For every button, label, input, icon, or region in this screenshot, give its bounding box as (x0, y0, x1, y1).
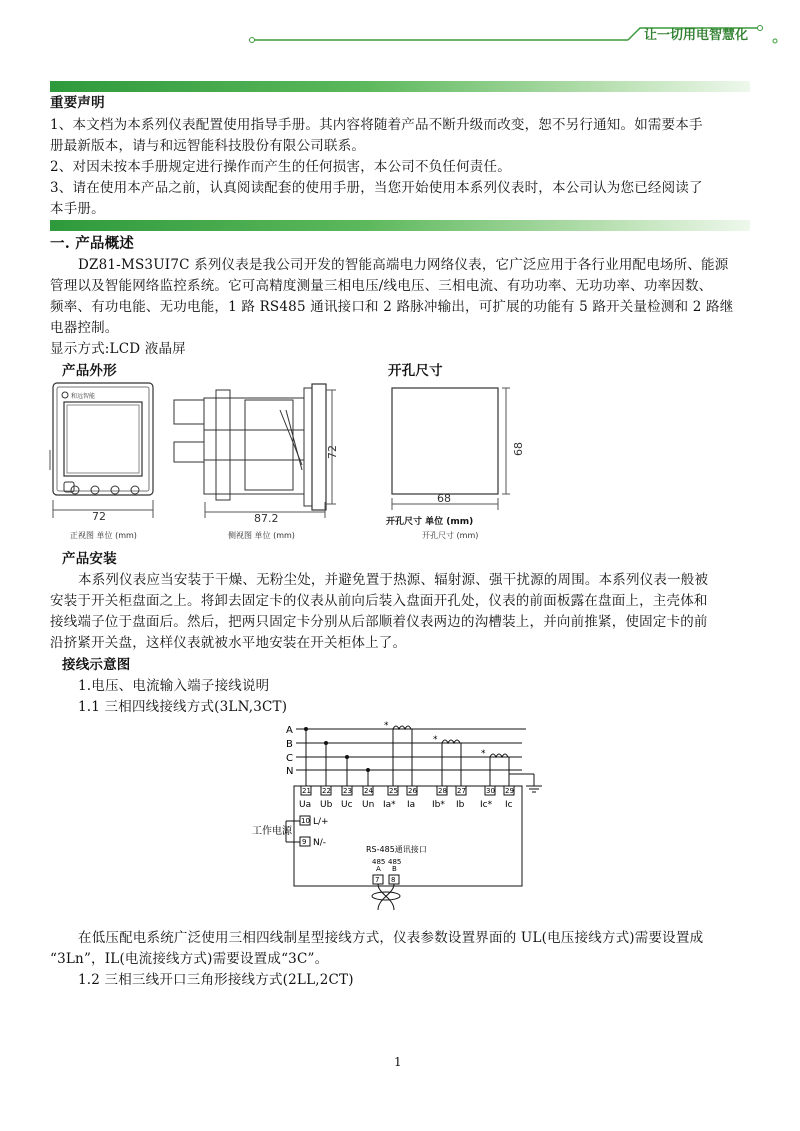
phase-label-n: N (286, 766, 294, 777)
rs485-a-label: 485 (372, 858, 386, 866)
rs485-b-label: 485 (388, 858, 402, 866)
terminal-num: 27 (457, 787, 466, 795)
overview-para-4: 电器控制。 (50, 320, 119, 336)
terminal-label: Ib* (432, 800, 445, 810)
overview-heading: 一. 产品概述 (50, 235, 134, 252)
side-caption: 侧视图 单位 (mm) (228, 531, 295, 540)
terminal-label: Ia* (383, 800, 396, 810)
install-title: 产品安装 (62, 551, 117, 567)
terminal-num: 29 (505, 787, 514, 795)
notice-line-2: 2、对因未按本手册规定进行操作而产生的任何损害，本公司不负任何责任。 (50, 159, 511, 175)
overview-para-2: 管理以及智能网络监控系统。它可高精度测量三相电压/线电压、三相电流、有功功率、无功功率、功率因数、 (50, 278, 713, 294)
terminal-num: 25 (389, 787, 398, 795)
cutout-height-dim: 68 (512, 442, 525, 456)
power-label: 工作电源 (252, 826, 292, 837)
wiring-diagram (250, 718, 560, 918)
notice-line-1a: 1、本文档为本系列仪表配置使用指导手册。其内容将随着产品不断升级而改变，恕不另行通知。如需要本手 (50, 117, 703, 133)
cutout-width-dim: 68 (437, 492, 451, 505)
terminal-label: Ic (505, 800, 513, 810)
overview-para-1: DZ81-MS3UI7C 系列仪表是我公司开发的智能高端电力网络仪表，它广泛应用于各行业用配电场所、能源 (78, 257, 729, 273)
terminal-num: 26 (408, 787, 417, 795)
terminal-label: Un (362, 800, 375, 810)
wiring-sub-1-2: 1.2 三相三线开口三角形接线方式(2LL,2CT) (78, 972, 354, 988)
terminal-label: Ua (299, 800, 312, 810)
brand-name: 和远智能 (71, 393, 96, 400)
rs485-title: RS-485通讯接口 (366, 845, 427, 854)
terminal-label: Ic* (480, 800, 493, 810)
product-figures (40, 380, 540, 545)
wiring-para-1: 在低压配电系统广泛使用三相四线制星型接线方式，仪表参数设置界面的 UL(电压接线方式)需要设置成 (78, 930, 704, 946)
header-decoration (0, 0, 800, 60)
terminal-num: 28 (438, 787, 447, 795)
power-term-label: L/+ (313, 817, 329, 827)
front-width-dim: 72 (92, 510, 106, 523)
wiring-title: 接线示意图 (62, 657, 131, 673)
cutout-bold-caption: 开孔尺寸 单位 (mm) (386, 517, 474, 527)
terminal-label: Ia (407, 800, 416, 810)
install-line-4: 沿挤紧开关盘，这样仪表就被水平地安装在开关柜体上了。 (50, 635, 407, 651)
cutout-view (386, 388, 525, 540)
rs485-term-2: 8 (391, 876, 396, 884)
phase-label-a: A (286, 725, 293, 736)
cutout-caption: 开孔尺寸 (mm) (422, 531, 479, 540)
wiring-para-2: “3Ln”，IL(电流接线方式)需要设置成“3C”。 (50, 951, 329, 967)
page-number: 1 (394, 1055, 402, 1069)
twisted-pair-icon (378, 884, 394, 910)
notice-title: 重要声明 (50, 95, 105, 111)
terminal-label: Ib (456, 800, 465, 810)
ct-b-star: * (433, 735, 438, 745)
power-term-num: 10 (301, 817, 310, 825)
terminal-label: Ub (320, 800, 333, 810)
section-bar-bottom (50, 220, 750, 231)
front-view (50, 383, 153, 540)
appearance-title: 产品外形 (62, 363, 117, 379)
ct-c-star: * (481, 749, 486, 759)
install-line-3: 接线端子位于盘面后。然后，把两只固定卡分别从后部顺着仪表两边的沟槽装上，并向前推紧，使固定卡的前 (50, 614, 708, 630)
front-height-dim: 72 (326, 445, 339, 459)
ct-a-star: * (384, 721, 389, 731)
terminal-num: 22 (322, 787, 331, 795)
notice-line-3b: 本手册。 (50, 201, 105, 217)
power-term-num: 9 (302, 838, 307, 846)
terminal-num: 21 (302, 787, 311, 795)
overview-para-3: 频率、有功电能、无功电能，1 路 RS485 通讯接口和 2 路脉冲输出，可扩展的功能有 5 路开关量检测和 2 路继 (50, 299, 734, 315)
wiring-sub-1: 1.电压、电流输入端子接线说明 (78, 678, 270, 694)
install-line-1: 本系列仪表应当安装于干燥、无粉尘处，并避免置于热源、辐射源、强干扰源的周围。本系列仪表一般被 (78, 572, 709, 588)
phase-label-b: B (286, 739, 293, 750)
display-type: 显示方式:LCD 液晶屏 (50, 341, 186, 357)
terminal-label: Uc (341, 800, 353, 810)
terminal-num: 23 (343, 787, 352, 795)
lcd-screen (64, 402, 142, 476)
rs485-a-sub: A (376, 865, 381, 873)
wiring-sub-1-1: 1.1 三相四线接线方式(3LN,3CT) (78, 699, 288, 715)
phase-label-c: C (286, 753, 293, 764)
side-depth-dim: 87.2 (254, 512, 279, 525)
terminal-num: 30 (486, 787, 495, 795)
front-caption: 正视图 单位 (mm) (70, 531, 137, 540)
header-slogan: 让一切用电智慧化 (644, 28, 749, 43)
notice-line-3a: 3、请在使用本产品之前，认真阅读配套的使用手册，当您开始使用本系列仪表时，本公司认为您已经阅读了 (50, 180, 703, 196)
install-line-2: 安装于开关柜盘面之上。将卸去固定卡的仪表从前向后装入盘面开孔处，仪表的前面板露在盘面上，主壳体和 (50, 593, 708, 609)
power-term-label: N/- (313, 838, 327, 848)
section-bar-top (50, 81, 750, 92)
rs485-b-sub: B (392, 865, 397, 873)
cutout-title: 开孔尺寸 (388, 363, 443, 379)
side-view (174, 384, 339, 540)
rs485-term-1: 7 (375, 876, 380, 884)
terminal-num: 24 (364, 787, 373, 795)
notice-line-1b: 册最新版本，请与和远智能科技股份有限公司联系。 (50, 138, 366, 154)
